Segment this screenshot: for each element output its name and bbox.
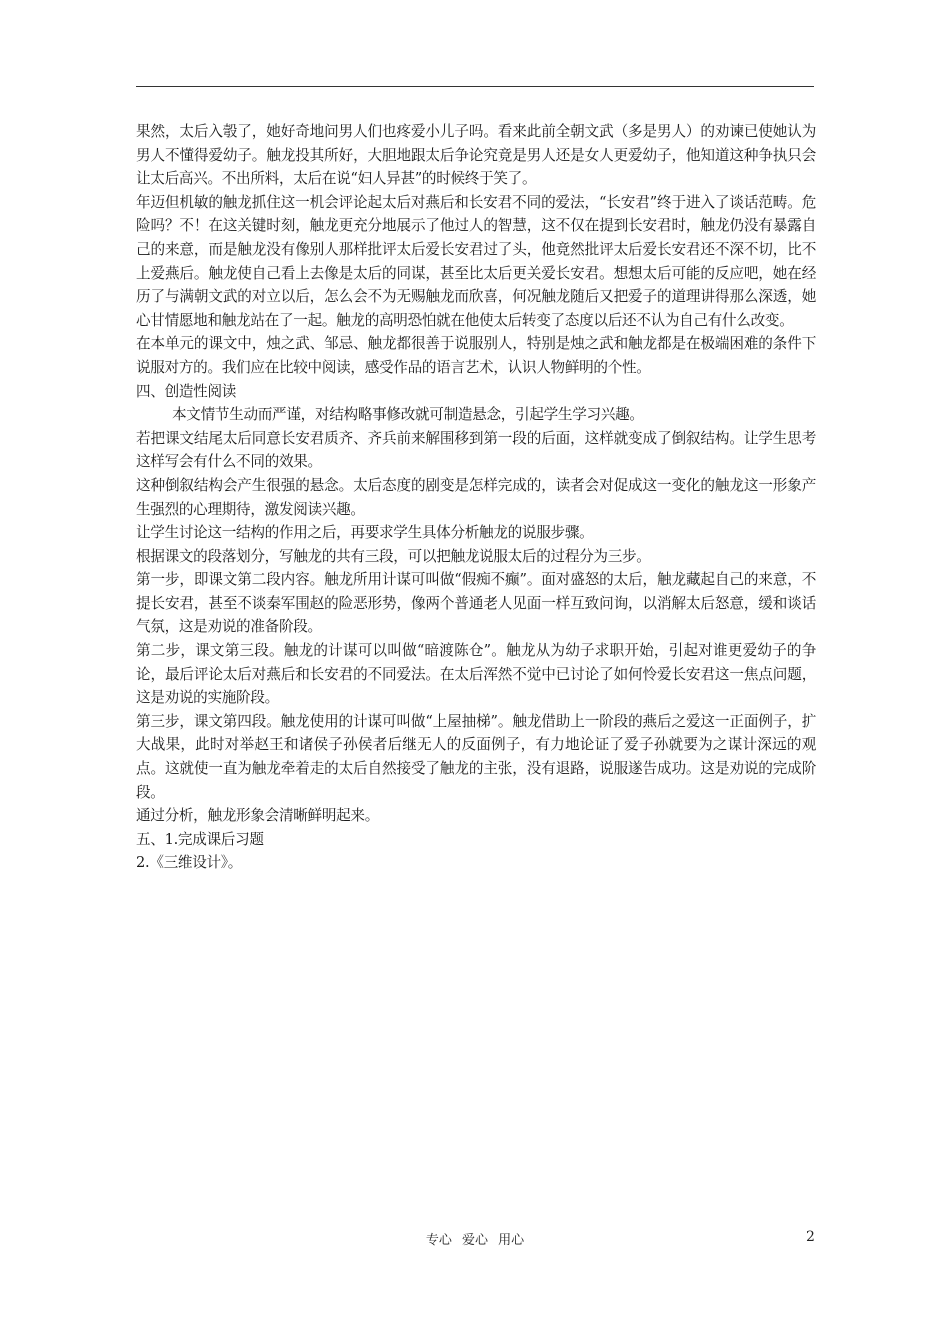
footer-motto: 专心 爱心 用心 <box>425 1233 525 1248</box>
paragraph-3: 在本单元的课文中，烛之武、邹忌、触龙都很善于说服别人，特别是烛之武和触龙都是在极端困难的条件下说服对方的。我们应在比较中阅读，感受作品的语言艺术，认识人物鲜明的个性。 <box>136 335 816 376</box>
paragraph-2: 年迈但机敏的触龙抓住这一机会评论起太后对燕后和长安君不同的爱法，“长安君”终于进入了谈话范畴。危险吗？不！在这关键时刻，触龙更充分地展示了他过人的智慧，这不仅在提到长安君时，触龙仍没有暴露自己的来意，而是触龙没有像别人那样批评太后爱长安君过了头，他竟然批评太后爱长安君还不深不切，比不上爱燕后。触龙使自己看上去像是太后的同谋，甚至比太后更关爱长安君。想想太后可能的反应吧，她在经历了与满朝文武的对立以后，怎么会不为无赐触龙而欣喜，何况触龙随后又把爱子的道理讲得那么深透，她心甘情愿地和触龙站在了一起。触龙的高明恐怕就在他使太后转变了态度以后还不认为自己有什么改变。 <box>136 193 816 329</box>
header-rule <box>136 86 814 87</box>
paragraph-8: 让学生讨论这一结构的作用之后，再要求学生具体分析触龙的说服步骤。 <box>136 524 594 542</box>
paragraph-1: 果然，太后入彀了，她好奇地问男人们也疼爱小儿子吗。看来此前全朝文武（多是男人）的劝谏已使她认为男人不懂得爱幼子。触龙投其所好，大胆地跟太后争论究竟是男人还是女人更爱幼子，他知道这种争执只会让太后高兴。不出所料，太后在说“妇人异甚”的时候终于笑了。 <box>136 123 816 188</box>
paragraph-step-two: 第二步，课文第三段。触龙的计谋可以叫做“暗渡陈仓”。触龙从为幼子求职开始，引起对谁更爱幼子的争论，最后评论太后对燕后和长安君的不同爱法。在太后浑然不觉中已讨论了如何怜爱长安君这一焦点问题，这是劝说的实施阶段。 <box>136 642 816 707</box>
paragraph-step-three: 第三步，课文第四段。触龙使用的计谋可叫做“上屋抽梯”。触龙借助上一阶段的燕后之爱这一正面例子，扩大战果，此时对举赵王和诸侯子孙侯者后继无人的反面例子，有力地论证了爱子孙就要为之谋计深远的观点。这就使一直为触龙牵着走的太后自然接受了触龙的主张，没有退路，说服遂告成功。这是劝说的完成阶段。 <box>136 712 816 801</box>
paragraph-13: 通过分析，触龙形象会清晰鲜明起来。 <box>136 807 379 825</box>
paragraph-7: 这种倒叙结构会产生很强的悬念。太后态度的剧变是怎样完成的，读者会对促成这一变化的触龙这一形象产生强烈的心理期待，激发阅读兴趣。 <box>136 476 816 518</box>
section-heading-creative-reading: 四、创造性阅读 <box>136 382 237 400</box>
paragraph-6: 若把课文结尾太后同意长安君质齐、齐兵前来解围移到第一段的后面，这样就变成了倒叙结构。让学生思考这样写会有什么不同的效果。 <box>136 429 816 471</box>
section-heading-exercises: 五、1.完成课后习题 <box>136 830 264 848</box>
paragraph-9: 根据课文的段落划分，写触龙的共有三段，可以把触龙说服太后的过程分为三步。 <box>136 547 651 565</box>
paragraph-5: 本文情节生动而严谨，对结构略事修改就可制造悬念，引起学生学习兴趣。 <box>172 406 644 424</box>
paragraph-step-one: 第一步，即课文第二段内容。触龙所用计谋可叫做“假痴不癫”。面对盛怒的太后，触龙藏起自己的来意，不提长安君，甚至不谈秦军围赵的险恶形势，像两个普通老人见面一样互致问询，以消解太后怒意，缓和谈话气氛，这是劝说的准备阶段。 <box>136 571 816 636</box>
document-body <box>136 120 816 875</box>
page-number: 2 <box>806 1229 815 1245</box>
paragraph-15: 2.《三维设计》。 <box>136 854 243 872</box>
